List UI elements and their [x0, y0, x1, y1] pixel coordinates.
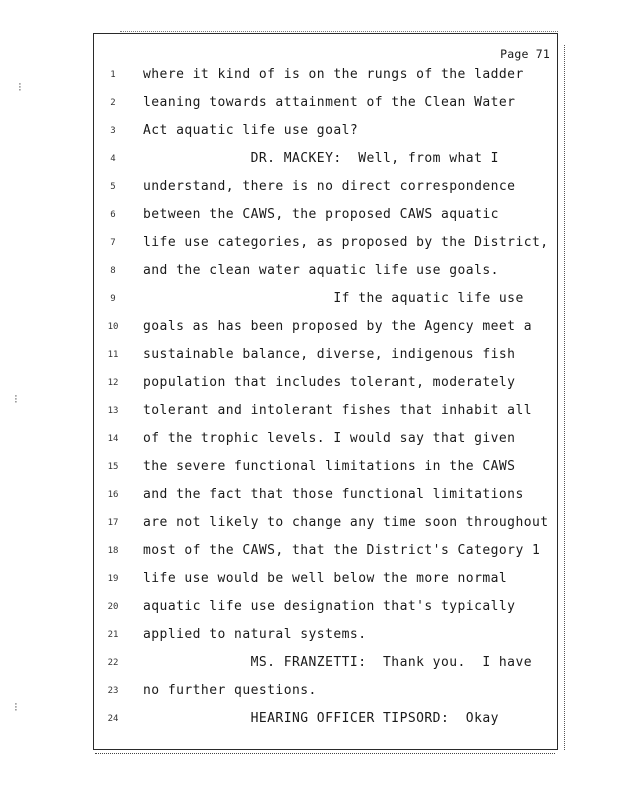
line-number: 16	[107, 490, 119, 500]
line-text: Act aquatic life use goal?	[143, 123, 359, 138]
margin-scan-mark: ⁝	[14, 392, 18, 406]
line-text: life use categories, as proposed by the District,	[143, 235, 549, 250]
line-text: understand, there is no direct correspondence	[143, 179, 516, 194]
line-text: most of the CAWS, that the District's Category 1	[143, 543, 541, 558]
transcript-line	[0, 151, 618, 171]
line-number: 6	[110, 210, 116, 220]
transcript-line	[0, 67, 618, 87]
transcript-line	[0, 123, 618, 143]
line-number: 13	[107, 406, 119, 416]
line-number: 2	[110, 98, 116, 108]
transcript-line	[0, 179, 618, 199]
line-number: 10	[107, 322, 119, 332]
line-number: 3	[110, 126, 116, 136]
line-text: HEARING OFFICER TIPSORD: Okay	[143, 711, 499, 726]
line-text: population that includes tolerant, moderately	[143, 375, 516, 390]
line-number: 12	[107, 378, 119, 388]
line-number: 4	[110, 154, 116, 164]
transcript-line	[0, 291, 618, 311]
transcript-line	[0, 431, 618, 451]
line-number: 14	[107, 434, 119, 444]
transcript-line	[0, 235, 618, 255]
margin-scan-mark: ⁝	[18, 80, 22, 94]
transcript-line	[0, 711, 618, 731]
line-number: 17	[107, 518, 119, 528]
line-number: 15	[107, 462, 119, 472]
line-number: 20	[107, 602, 119, 612]
transcript-line	[0, 543, 618, 563]
transcript-line	[0, 403, 618, 423]
transcript-line	[0, 515, 618, 535]
margin-scan-mark: ⁝	[14, 700, 18, 714]
transcript-line	[0, 655, 618, 675]
line-text: where it kind of is on the rungs of the ladder	[143, 67, 524, 82]
transcript-line	[0, 627, 618, 647]
line-text: between the CAWS, the proposed CAWS aquatic	[143, 207, 499, 222]
line-number: 19	[107, 574, 119, 584]
transcript-line	[0, 375, 618, 395]
line-text: and the fact that those functional limitations	[143, 487, 524, 502]
transcript-line	[0, 347, 618, 367]
transcript-line	[0, 599, 618, 619]
line-text: of the trophic levels. I would say that given	[143, 431, 516, 446]
line-number: 23	[107, 686, 119, 696]
transcript-line	[0, 459, 618, 479]
line-text: applied to natural systems.	[143, 627, 367, 642]
bottom-edge-scan-noise	[95, 752, 555, 754]
line-text: life use would be well below the more normal	[143, 571, 508, 586]
line-number: 1	[110, 70, 116, 80]
line-text: MS. FRANZETTI: Thank you. I have	[143, 655, 533, 670]
transcript-line	[0, 263, 618, 283]
line-text: no further questions.	[143, 683, 317, 698]
line-text: tolerant and intolerant fishes that inhabit all	[143, 403, 533, 418]
line-number: 8	[110, 266, 116, 276]
transcript-line	[0, 683, 618, 703]
line-number: 24	[107, 714, 119, 724]
line-number: 5	[110, 182, 116, 192]
transcript-line	[0, 95, 618, 115]
line-number: 22	[107, 658, 119, 668]
line-text: If the aquatic life use	[143, 291, 524, 306]
line-text: and the clean water aquatic life use goals.	[143, 263, 499, 278]
page-number: Page 71	[500, 47, 550, 61]
line-number: 7	[110, 238, 116, 248]
line-number: 11	[107, 350, 119, 360]
transcript-line	[0, 319, 618, 339]
line-text: the severe functional limitations in the CAWS	[143, 459, 516, 474]
transcript-line	[0, 487, 618, 507]
line-text: leaning towards attainment of the Clean Water	[143, 95, 516, 110]
line-text: goals as has been proposed by the Agency meet a	[143, 319, 533, 334]
line-text: aquatic life use designation that's typically	[143, 599, 516, 614]
line-text: DR. MACKEY: Well, from what I	[143, 151, 499, 166]
line-text: are not likely to change any time soon throughout	[143, 515, 549, 530]
line-number: 21	[107, 630, 119, 640]
line-number: 9	[110, 294, 116, 304]
transcript-line	[0, 571, 618, 591]
line-number: 18	[107, 546, 119, 556]
line-text: sustainable balance, diverse, indigenous fish	[143, 347, 516, 362]
transcript-line	[0, 207, 618, 227]
